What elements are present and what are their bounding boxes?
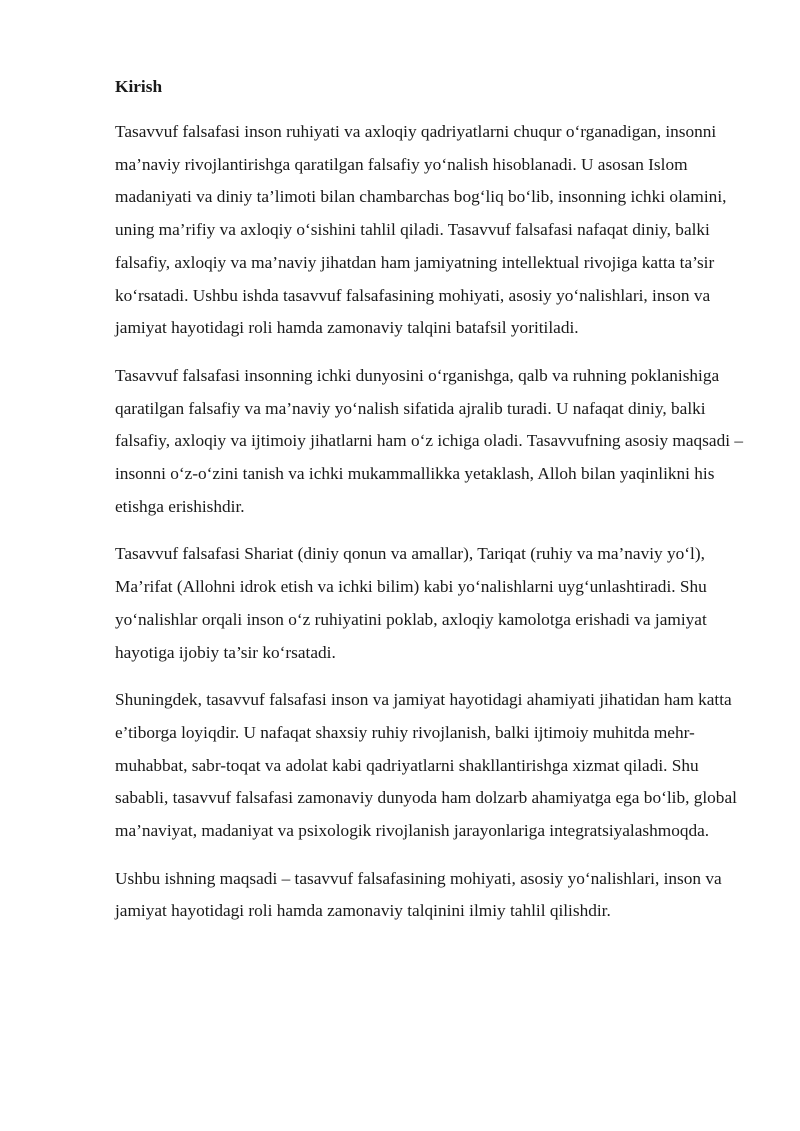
paragraph-3: Tasavvuf falsafasi Shariat (diniy qonun va amallar), Tariqat (ruhiy va ma’naviy yo‘l), Ma’rifat (Allohni idrok etish va ichki bilim) kabi yo‘nalishlarni uyg‘unlashtiradi. Shu yo‘nalishlar orqali inson o‘z ruhiyatini poklab, axloqiy kamolotga erishadi va jamiyat hayotiga ijobiy ta’sir ko‘rsatadi. xyxy=(115,544,707,662)
paragraph-5: Ushbu ishning maqsadi – tasavvuf falsafasining mohiyati, asosiy yo‘nalishlari, inson va jamiyat hayotidagi roli hamda zamonaviy talqinini ilmiy tahlil qilishdir. xyxy=(115,868,722,921)
document-body xyxy=(115,74,755,943)
section-heading: Kirish xyxy=(115,77,163,96)
paragraph-2: Tasavvuf falsafasi insonning ichki dunyosini o‘rganishga, qalb va ruhning poklanishiga qaratilgan falsafiy va ma’naviy yo‘nalish sifatida ajralib turadi. U nafaqat diniy, balki falsafiy, axloqiy va ijtimoiy jihatlarni ham o‘z ichiga oladi. Tasavvufning asosiy maqsadi – insonni o‘z-o‘zini tanish va ichki mukammallikka yetaklash, Alloh bilan yaqinlikni his etishga erishishdir. xyxy=(115,365,743,516)
paragraph-4: Shuningdek, tasavvuf falsafasi inson va jamiyat hayotidagi ahamiyati jihatidan ham katta e’tiborga loyiqdir. U nafaqat shaxsiy ruhiy rivojlanish, balki ijtimoiy muhitda mehr-muhabbat, sabr-toqat va adolat kabi qadriyatlarni shakllantirishga xizmat qiladi. Shu sababli, tasavvuf falsafasi zamonaviy dunyoda ham dolzarb ahamiyatga ega bo‘lib, global ma’naviyat, madaniyat va psixologik rivojlanish jarayonlariga integratsiyalashmoqda. xyxy=(115,690,737,841)
paragraph-1: Tasavvuf falsafasi inson ruhiyati va axloqiy qadriyatlarni chuqur o‘rganadigan, insonni ma’naviy rivojlantirishga qaratilgan falsafiy yo‘nalish hisoblanadi. U asosan Islom madaniyati va diniy ta’limoti bilan chambarchas bog‘liq bo‘lib, insonning ichki olamini, uning ma’rifiy va axloqiy o‘sishini tahlil qiladi. Tasavvuf falsafasi nafaqat diniy, balki falsafiy, axloqiy va ma’naviy jihatdan ham jamiyatning intellektual rivojiga katta ta’sir ko‘rsatadi. Ushbu ishda tasavvuf falsafasining mohiyati, asosiy yo‘nalishlari, inson va jamiyat hayotidagi roli hamda zamonaviy talqini batafsil yoritiladi. xyxy=(115,122,727,338)
